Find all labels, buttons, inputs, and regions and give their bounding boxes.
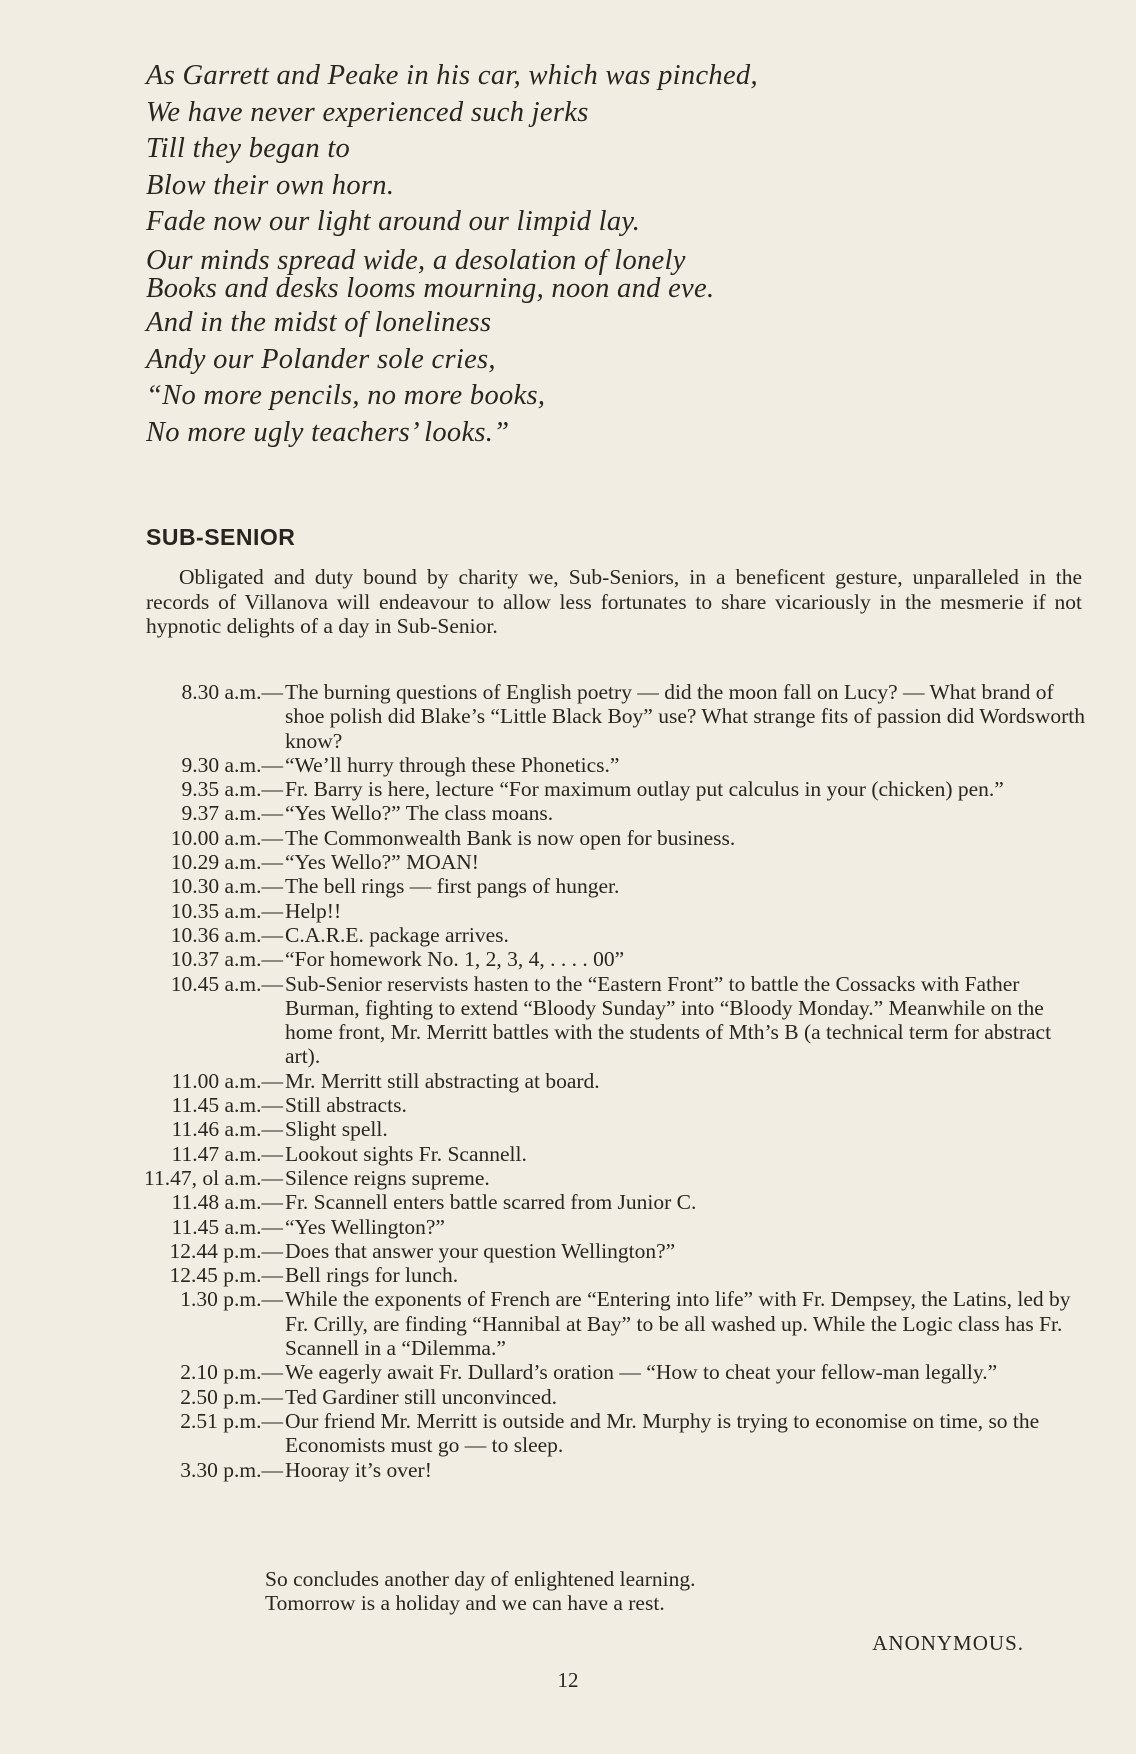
entry-time: 10.37 a.m.— bbox=[170, 947, 283, 972]
poem-line: Till they began to bbox=[146, 133, 351, 164]
intro-paragraph: Obligated and duty bound by charity we, Sub-Seniors, in a beneficent gesture, unparalleled in the records of Villanova will endeavour to allow less fortunates to share vicariously in the mesmerie if not hypnotic delights of a day in Sub-Senior. bbox=[146, 565, 1082, 638]
entry-text: “Yes Wellington?” bbox=[285, 1214, 445, 1239]
schedule-entry bbox=[135, 777, 1085, 801]
entry-text: “Yes Wello?” MOAN! bbox=[285, 850, 479, 875]
entry-text: “For homework No. 1, 2, 3, 4, . . . . 00” bbox=[285, 947, 625, 972]
poem-line: “No more pencils, no more books, bbox=[146, 380, 546, 411]
schedule-entry bbox=[135, 801, 1085, 825]
section-title: SUB-SENIOR bbox=[146, 524, 296, 550]
poem bbox=[146, 58, 1046, 451]
schedule-entry bbox=[135, 923, 1085, 947]
schedule-entry bbox=[135, 850, 1085, 874]
entry-time: 9.35 a.m.— bbox=[181, 777, 283, 802]
entry-time: 11.46 a.m.— bbox=[171, 1117, 283, 1142]
schedule-entry bbox=[135, 1409, 1085, 1458]
entry-time: 9.30 a.m.— bbox=[181, 752, 283, 777]
entry-time: 12.45 p.m.— bbox=[169, 1263, 283, 1288]
schedule-list bbox=[135, 680, 1085, 1482]
entry-text: The Commonwealth Bank is now open for business. bbox=[285, 825, 736, 850]
schedule-entry bbox=[135, 899, 1085, 923]
entry-time: 11.00 a.m.— bbox=[171, 1068, 283, 1093]
schedule-entry bbox=[135, 972, 1085, 1069]
entry-text: “We’ll hurry through these Phonetics.” bbox=[285, 752, 620, 777]
entry-text: C.A.R.E. package arrives. bbox=[285, 922, 509, 947]
entry-text: We eagerly await Fr. Dullard’s oration — “How to cheat your fellow-man legally.” bbox=[285, 1360, 998, 1385]
entry-text: Does that answer your question Wellington?” bbox=[285, 1238, 676, 1263]
poem-line: Our minds spread wide, a desolation of lonely bbox=[146, 244, 686, 276]
entry-text: Fr. Barry is here, lecture “For maximum outlay put calculus in your (chicken) pen.” bbox=[285, 777, 1004, 802]
entry-text: Silence reigns supreme. bbox=[285, 1165, 490, 1190]
poem-line: Fade now our light around our limpid lay. bbox=[146, 206, 641, 237]
entry-text: Mr. Merritt still abstracting at board. bbox=[285, 1068, 600, 1093]
schedule-entry bbox=[135, 1458, 1085, 1482]
schedule-entry bbox=[135, 753, 1085, 777]
entry-time: 2.50 p.m.— bbox=[180, 1384, 283, 1409]
poem-line: Books and desks looms mourning, noon and eve. bbox=[146, 273, 715, 304]
poem-line: And in the midst of loneliness bbox=[146, 307, 492, 338]
poem-line: Andy our Polander sole cries, bbox=[146, 343, 496, 375]
entry-time: 2.51 p.m.— bbox=[180, 1408, 283, 1433]
entry-text: Help!! bbox=[285, 898, 342, 923]
entry-time: 10.30 a.m.— bbox=[170, 874, 283, 899]
closing-line: So concludes another day of enlightened learning. bbox=[265, 1567, 696, 1591]
schedule-entry bbox=[135, 1385, 1085, 1409]
entry-text: Fr. Scannell enters battle scarred from Junior C. bbox=[285, 1190, 697, 1215]
entry-time: 11.47, ol a.m.— bbox=[144, 1165, 283, 1190]
poem-line: Blow their own horn. bbox=[146, 169, 395, 201]
entry-text: Lookout sights Fr. Scannell. bbox=[285, 1141, 527, 1166]
entry-time: 9.37 a.m.— bbox=[181, 801, 283, 826]
entry-text: Our friend Mr. Merritt is outside and Mr. Murphy is trying to economise on time, so the Economists must go — to sleep. bbox=[285, 1408, 1040, 1458]
closing-lines bbox=[265, 1567, 1085, 1616]
entry-time: 11.45 a.m.— bbox=[171, 1093, 283, 1118]
page-number: 12 bbox=[557, 1668, 579, 1692]
entry-time: 2.10 p.m.— bbox=[180, 1360, 283, 1385]
entry-time: 11.45 a.m.— bbox=[171, 1214, 283, 1239]
schedule-entry bbox=[135, 1190, 1085, 1214]
schedule-entry bbox=[135, 1263, 1085, 1287]
entry-time: 3.30 p.m.— bbox=[180, 1457, 283, 1482]
entry-text: Hooray it’s over! bbox=[285, 1457, 432, 1482]
schedule-entry bbox=[135, 1069, 1085, 1093]
schedule-entry bbox=[135, 1215, 1085, 1239]
entry-time: 1.30 p.m.— bbox=[180, 1287, 283, 1312]
poem-line: We have never experienced such jerks bbox=[146, 96, 589, 128]
entry-text: The burning questions of English poetry — did the moon fall on Lucy? — What brand of shoe polish did Blake’s “Little Black Boy” use? What strange fits of passion did Wordsworth know? bbox=[285, 680, 1086, 753]
entry-time: 12.44 p.m.— bbox=[169, 1238, 283, 1263]
schedule-entry bbox=[135, 874, 1085, 898]
poem-line: No more ugly teachers’ looks.” bbox=[146, 416, 510, 448]
schedule-entry bbox=[135, 1142, 1085, 1166]
schedule-entry bbox=[135, 680, 1085, 753]
entry-text: Sub-Senior reservists hasten to the “Eastern Front” to battle the Cossacks with Father Burman, fighting to extend “Bloody Sunday” into “Bloody Monday.” Meanwhile on the home front, Mr. Merritt battles with the students of Mth’s B (a technical term for abstract art). bbox=[285, 971, 1052, 1069]
schedule-entry bbox=[135, 1166, 1085, 1190]
schedule-entry bbox=[135, 1287, 1085, 1360]
entry-text: Still abstracts. bbox=[285, 1093, 407, 1118]
schedule-entry bbox=[135, 1360, 1085, 1384]
entry-time: 10.00 a.m.— bbox=[170, 825, 283, 850]
entry-time: 8.30 a.m.— bbox=[181, 680, 283, 704]
entry-time: 10.45 a.m.— bbox=[170, 971, 283, 996]
entry-text: The bell rings — first pangs of hunger. bbox=[285, 874, 620, 899]
entry-time: 11.48 a.m.— bbox=[171, 1190, 283, 1215]
entry-time: 11.47 a.m.— bbox=[171, 1141, 283, 1166]
entry-text: While the exponents of French are “Entering into life” with Fr. Dempsey, the Latins, led by Fr. Crilly, are finding “Hannibal at Bay” to be all washed up. While the Logic class has Fr. Scannell in a “Dilemma.” bbox=[285, 1287, 1071, 1361]
schedule-entry bbox=[135, 947, 1085, 971]
schedule-entry bbox=[135, 1117, 1085, 1141]
entry-text: Bell rings for lunch. bbox=[285, 1263, 459, 1288]
schedule-entry bbox=[135, 1239, 1085, 1263]
schedule-entry bbox=[135, 1093, 1085, 1117]
schedule-entry bbox=[135, 826, 1085, 850]
poem-line: As Garrett and Peake in his car, which was pinched, bbox=[146, 60, 758, 91]
closing-line: Tomorrow is a holiday and we can have a rest. bbox=[265, 1591, 665, 1616]
signature: ANONYMOUS. bbox=[872, 1631, 1024, 1655]
entry-time: 10.35 a.m.— bbox=[170, 898, 283, 923]
entry-time: 10.36 a.m.— bbox=[170, 922, 283, 947]
entry-text: Ted Gardiner still unconvinced. bbox=[285, 1384, 557, 1409]
entry-text: “Yes Wello?” The class moans. bbox=[285, 801, 554, 826]
entry-text: Slight spell. bbox=[285, 1117, 388, 1142]
entry-time: 10.29 a.m.— bbox=[170, 850, 283, 875]
